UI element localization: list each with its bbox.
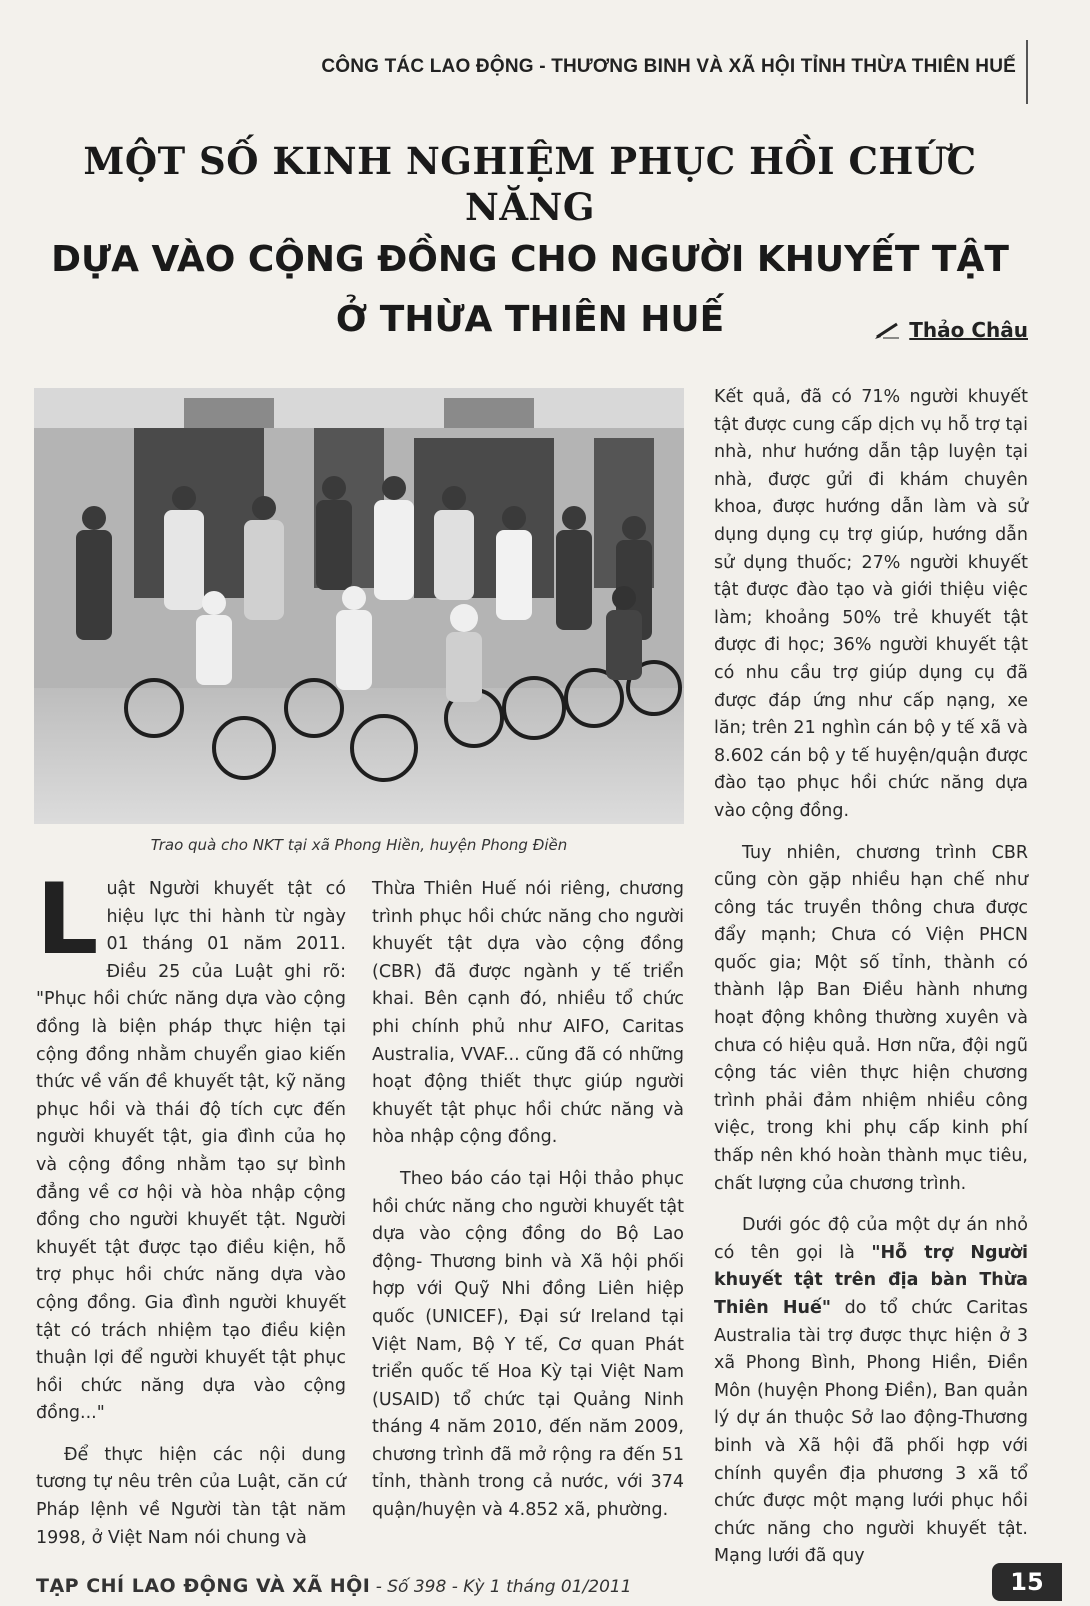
paragraph xyxy=(714,1212,1028,1571)
author-name: Thảo Châu xyxy=(909,318,1028,342)
title-line-3: Ở THỪA THIÊN HUẾ xyxy=(335,299,725,340)
paragraph xyxy=(36,863,346,1428)
column-1 xyxy=(36,863,346,1566)
author-byline xyxy=(875,318,1028,342)
paragraph: Theo báo cáo tại Hội thảo phục hồi chức năng cho người khuyết tật dựa vào cộng đồng do Bộ Lao động- Thương binh và Xã hội phối hợp với Quỹ Nhi đồng Liên hiệp quốc (UNICEF), Đại sứ Ireland tại Việt Nam, Bộ Y tế, Cơ quan Phát triển quốc tế Hoa Kỳ tại Việt Nam (USAID) tổ chức tại Quảng Ninh tháng 4 năm 2010, đến năm 2009, chương trình đã mở rộng ra đến 51 tỉnh, thành trong cả nước, với 374 quận/huyện và 4.852 xã, phường. xyxy=(372,1168,684,1521)
page-number: 15 xyxy=(992,1563,1062,1601)
title-line-2: DỰA VÀO CỘNG ĐỒNG CHO NGƯỜI KHUYẾT TẬT xyxy=(51,239,1009,280)
section-header: CÔNG TÁC LAO ĐỘNG - THƯƠNG BINH VÀ XÃ HỘI TỈNH THỪA THIÊN HUẾ xyxy=(321,56,1016,77)
paragraph-text: Dưới góc độ của một dự án nhỏ có tên gọi là xyxy=(714,1215,1028,1263)
column-3 xyxy=(714,384,1028,1585)
drop-cap: L xyxy=(36,863,99,977)
paragraph: Kết quả, đã có 71% người khuyết tật được cung cấp dịch vụ hỗ trợ tại nhà, như hướng dẫn tập luyện tại nhà, được gửi đi khám chuyên khoa, được hướng dẫn làm và sử dụng dụng cụ trợ giúp, hướng dẫn sử dụng thuốc; 27% người khuyết tật được đào tạo và giới thiệu việc làm; khoảng 50% trẻ khuyết tật được đi học; 36% người khuyết tật có nhu cầu trợ giúp dụng cụ đã được đáp ứng như cấp nạng, xe lăn; trên 21 nghìn cán bộ y tế xã và 8.602 cán bộ y tế huyện/quận được đào tạo phục hồi chức năng dựa vào cộng đồng. xyxy=(714,387,1028,821)
pen-icon xyxy=(875,321,901,339)
paragraph: Tuy nhiên, chương trình CBR cũng còn gặp nhiều hạn chế như công tác truyền thông chưa được đẩy mạnh; Chưa có Viện PHCN quốc gia; Một số tỉnh, thành có thành lập Ban Điều hành nhưng hoạt động không thường xuyên và chưa có hiệu quả. Hơn nữa, đội ngũ cộng tác viên thực hiện chương trình phải đảm nhiệm nhiều công việc, trong khi phụ cấp kinh phí thấp nên khó hoàn thành mục tiêu, chất lượng của chương trình. xyxy=(714,842,1028,1194)
header-divider xyxy=(1026,40,1028,104)
paragraph-text: uật Người khuyết tật có hiệu lực thi hành từ ngày 01 tháng 01 năm 2011. Điều 25 của Luật ghi rõ: "Phục hồi chức năng dựa vào cộng đồng là biện pháp thực hiện tại cộng đồng nhằm chuyển giao kiến thức về vấn đề khuyết tật, kỹ năng phục hồi và thái độ tích cực đến người khuyết tật, gia đình của họ và cộng đồng nhằm tạo sự bình đẳng về cơ hội và hòa nhập cộng đồng cho người khuyết tật. Người khuyết tật được tạo điều kiện, hỗ trợ phục hồi chức năng dựa vào cộng đồng. Gia đình người khuyết tật có trách nhiệm tạo điều kiện thuận lợi để người khuyết tật phục hồi chức năng dựa vào cộng đồng..." xyxy=(36,879,346,1424)
photo-illustration xyxy=(34,388,684,824)
photo-caption: Trao quà cho NKT tại xã Phong Hiền, huyện Phong Điền xyxy=(150,836,568,854)
article-photo xyxy=(34,388,684,824)
paragraph-text: do tổ chức Caritas Australia tài trợ được thực hiện ở 3 xã Phong Bình, Phong Hiền, Điền Môn (huyện Phong Điền), Ban quản lý dự án thuộc Sở lao động-Thương binh và Xã hội đã phối hợp với chính quyền địa phương 3 xã tổ chức được một mạng lưới phục hồi chức năng cho người khuyết tật. Mạng lưới đã quy xyxy=(714,1298,1029,1567)
journal-name: TẠP CHÍ LAO ĐỘNG VÀ XÃ HỘI xyxy=(36,1575,371,1597)
paragraph: Thừa Thiên Huế nói riêng, chương trình phục hồi chức năng cho người khuyết tật dựa vào cộng đồng (CBR) đã được ngành y tế triển khai. Bên cạnh đó, nhiều tổ chức phi chính phủ như AIFO, Caritas Australia, VVAF... cũng đã có những hoạt động thiết thực giúp người khuyết tật phục hồi chức năng và hòa nhập cộng đồng. xyxy=(372,879,684,1148)
issue-info: - Số 398 - Kỳ 1 tháng 01/2011 xyxy=(370,1577,632,1597)
column-2 xyxy=(372,876,684,1539)
title-line-1: MỘT SỐ KINH NGHIỆM PHỤC HỒI CHỨC NĂNG xyxy=(83,139,977,229)
project-name: "Hỗ trợ Người khuyết tật trên địa bàn Thừa Thiên Huế" xyxy=(714,1242,1028,1318)
footer xyxy=(36,1575,632,1597)
paragraph: Để thực hiện các nội dung tương tự nêu trên của Luật, căn cứ Pháp lệnh về Người tàn tật năm 1998, ở Việt Nam nói chung và xyxy=(36,1444,346,1548)
